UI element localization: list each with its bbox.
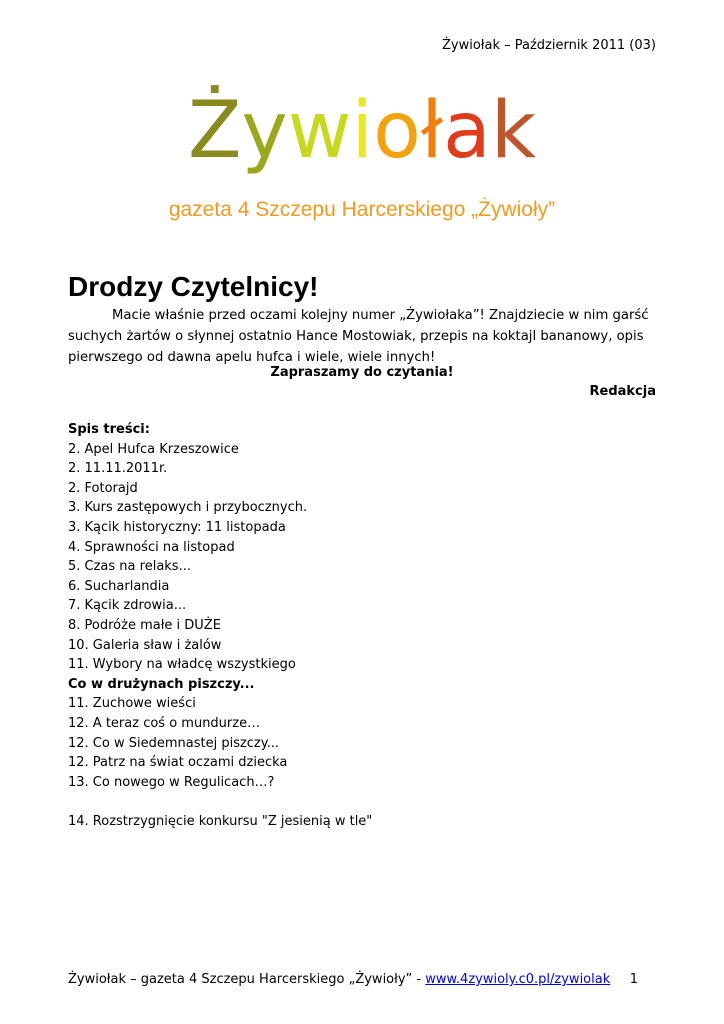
- toc-spacer: [68, 792, 372, 812]
- toc-sub-item: 11. Zuchowe wieści: [68, 696, 196, 712]
- toc-item: 7. Kącik zdrowia...: [68, 598, 187, 614]
- toc-list: [68, 440, 372, 675]
- masthead-letter: a: [443, 86, 491, 176]
- masthead-letter: k: [490, 86, 536, 176]
- invite-line: Zapraszamy do czytania!: [270, 365, 454, 380]
- toc-item: 8. Podróże małe i DUŻE: [68, 617, 221, 633]
- masthead-letter: w: [287, 86, 352, 176]
- page-footer: [68, 972, 656, 987]
- footer-link[interactable]: www.4zywioly.c0.pl/zywiolak: [425, 972, 611, 987]
- toc-sub-item: 13. Co nowego w Regulicach…?: [68, 774, 275, 790]
- signature: Redakcja: [589, 384, 656, 399]
- toc-item: 3. Kącik historyczny: 11 listopada: [68, 519, 286, 535]
- masthead-title: [0, 86, 724, 176]
- masthead-subtitle: gazeta 4 Szczepu Harcerskiego „Żywioły”: [168, 198, 556, 221]
- footer-text: Żywiołak – gazeta 4 Szczepu Harcerskiego „Żywioły” -: [68, 972, 426, 987]
- toc-item: 10. Galeria sław i żalów: [68, 637, 222, 653]
- intro-section: [68, 305, 656, 368]
- toc-item: 11. Wybory na władcę wszystkiego: [68, 657, 296, 673]
- masthead-letter: o: [373, 86, 421, 176]
- toc-sub-item: 12. Co w Siedemnastej piszczy...: [68, 735, 279, 751]
- toc-last-item: 14. Rozstrzygnięcie konkursu "Z jesienią w tle": [68, 813, 373, 829]
- masthead-letter: ł: [420, 86, 443, 176]
- toc-item: 2. Apel Hufca Krzeszowice: [68, 441, 239, 457]
- toc-item: 6. Sucharlandia: [68, 578, 170, 594]
- toc-item: 2. 11.11.2011r.: [68, 461, 168, 477]
- running-header: Żywiołak – Październik 2011 (03): [441, 38, 656, 53]
- toc-item: 3. Kurs zastępowych i przybocznych.: [68, 500, 308, 516]
- intro-title: Drodzy Czytelnicy!: [68, 271, 319, 302]
- toc-heading: Spis treści:: [68, 422, 150, 437]
- toc-subheading: Co w drużynach piszczy...: [68, 676, 255, 692]
- toc-item: 4. Sprawności na listopad: [68, 539, 235, 555]
- masthead-letter: Ż: [188, 86, 242, 176]
- masthead-letter: i: [351, 86, 374, 176]
- toc-sub-item: 12. A teraz coś o mundurze…: [68, 715, 261, 731]
- toc-sub-item: 12. Patrz na świat oczami dziecka: [68, 755, 288, 771]
- intro-paragraph: Macie właśnie przed oczami kolejny numer „Żywiołaka”! Znajdziecie w nim garść suchych żartów o słynnej ostatnio Hance Mostowiak, przepis na koktajl bananowy, opis pierwszego od dawna apelu hufca i wiele, wiele innych!: [68, 308, 649, 365]
- page-number: 1: [629, 972, 638, 987]
- toc-item: 5. Czas na relaks...: [68, 559, 191, 575]
- toc-item: 2. Fotorajd: [68, 480, 138, 496]
- toc-sublist: [68, 694, 372, 792]
- table-of-contents: [68, 420, 372, 831]
- masthead-letter: y: [241, 86, 288, 176]
